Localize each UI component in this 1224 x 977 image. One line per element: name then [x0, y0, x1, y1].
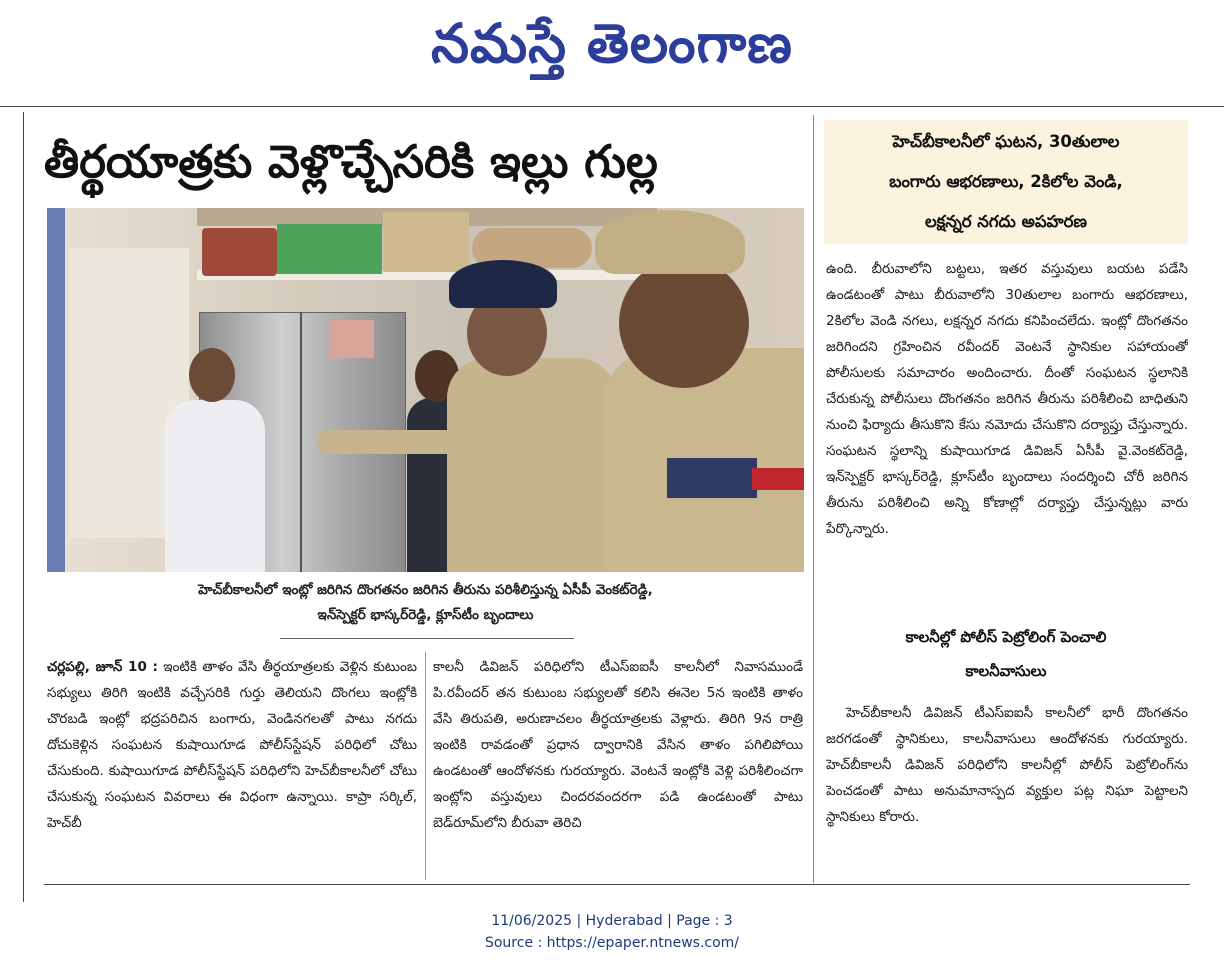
highlight-line-1: హెచ్‌బీకాలనీలో ఘటన, 30తులాల [892, 132, 1120, 151]
body-column-3 [826, 256, 1188, 616]
masthead-title: నమస్తే తెలంగాణ [431, 12, 793, 75]
caption-line-2: ఇన్‌స్పెక్టర్ భాస్కర్‌రెడ్డి, క్లూస్‌టీం బృందాలు [317, 607, 534, 623]
column-divider [813, 115, 814, 883]
caption-line-1: హెచ్‌బీకాలనీలో ఇంట్లో జరిగిన దొంగతనం జరిగిన తీరును పరిశీలిస్తున్న ఏసీపీ వెంకట్‌రెడ్డి, [198, 582, 653, 598]
masthead [0, 0, 1224, 88]
news-photo [47, 208, 804, 572]
body-column-4 [826, 700, 1188, 870]
photo-caption [47, 578, 804, 628]
body-text-3: ఉంది. బీరువాలోని బట్టలు, ఇతర వస్తువులు బయట పడేసి ఉండటంతో పాటు బీరువాలోని 30తులాల బంగారు ఆభరణాలు, 2కిలోల వెండి నగలు, లక్షన్నర నగదు కనిపించలేదు. ఇంట్లో దొంగతనం జరిగిందని గ్రహించిన రవీందర్ వెంటనే స్థానికుల సహాయంతో పోలీసులకు సమాచారం అందించారు. దీంతో సంఘటన స్థలానికి చేరుకున్న పోలీసులు దొంగతనం జరిగిన తీరును పరిశీలించి బాధితుని నుంచి ఫిర్యాదు తీసుకొని కేసు నమోదు చేసుకొని దర్యాప్తు చేస్తున్నారు. సంఘటన స్థలాన్ని కుషాయిగూడ డివిజన్ ఏసీపీ వై.వెంకట్‌రెడ్డి, ఇన్‌స్పెక్టర్ భాస్కర్‌రెడ్డి, క్లూస్‌టీం బృందాలు సందర్శించి చోరీ జరిగిన తీరును పరిశీలించి అన్ని కోణాల్లో దర్యాప్తు చేస్తున్నట్లు వారు పేర్కొన్నారు. [826, 261, 1188, 537]
body-text-4: హెచ్‌బీకాలనీ డివిజన్ టీఎస్‌ఐఐసీ కాలనీలో భారీ దొంగతనం జరగడంతో స్థానికులు, కాలనీవాసులు ఆందోళనకు గురయ్యారు. హెచ్‌బీకాలనీ డివిజన్ పరిధిలోని కాలనీల్లో పోలీస్ పెట్రోలింగ్‌ను పెంచడంతో పాటు అనుమానాస్పద వ్యక్తుల పట్ల నిఘా పెట్టాలని స్థానికులు కోరారు. [826, 705, 1188, 825]
body-column-2 [433, 654, 803, 878]
left-margin-rule [23, 112, 24, 902]
highlight-line-2: బంగారు ఆభరణాలు, 2కిలోల వెండి, [889, 172, 1123, 191]
article-headline: తీర్థయాత్రకు వెళ్లొచ్చేసరికి ఇల్లు గుల్ల [44, 135, 658, 188]
body-column-1 [47, 654, 417, 878]
footer-source-link[interactable]: Source : https://epaper.ntnews.com/ [484, 935, 740, 951]
subheading-line-2: కాలనీవాసులు [965, 662, 1047, 680]
highlight-box [824, 120, 1188, 244]
col-divider-lower [425, 652, 426, 880]
bottom-rule [44, 884, 1190, 885]
footer-date-line: 11/06/2025 | Hyderabad | Page : 3 [491, 913, 733, 929]
subheading-line-1: కాలనీల్లో పోలీస్ పెట్రోలింగ్ పెంచాలి [905, 628, 1107, 646]
body-text-2: కాలనీ డివిజన్ పరిధిలోని టీఎస్‌ఐఐసీ కాలనీలో నివాసముండే పి.రవీందర్ తన కుటుంబ సభ్యులతో కలిసి ఈనెల 5న ఇంటికి తాళం వేసి తిరుపతి, అరుణాచలం తీర్థయాత్రలకు వెళ్లారు. తిరిగి 9న రాత్రి ఇంటికి రావడంతో ప్రధాన ద్వారానికి వేసిన తాళం పగిలిపోయి ఉండటంతో ఆందోళనకు గురయ్యారు. వెంటనే ఇంట్లోకి వెళ్లి పరిశీలించగా ఇంట్లోని వస్తువులు చిందరవందరగా పడి ఉండటంతో పాటు బెడ్‌రూమ్‌లోని బీరువా తెరిచి [433, 659, 803, 831]
body-text-1: ఇంటికి తాళం వేసి తీర్థయాత్రలకు వెళ్లిన కుటుంబ సభ్యులు తిరిగి ఇంటికి వచ్చేసరికి గుర్తు తెలియని దొంగలు ఇంట్లోకి చొరబడి ఇంట్లో భద్రపరిచిన బంగారు, వెండినగలతో పాటు నగదు దోచుకెళ్లిన సంఘటన కుషాయిగూడ పోలీస్‌స్టేషన్ పరిధిలో చోటు చేసుకుంది. కుషాయిగూడ పోలీస్‌స్టేషన్ పరిధిలోని హెచ్‌బీకాలనీలో చోటు చేసుకున్న సంఘటన వివరాలు ఈ విధంగా ఉన్నాయి. కాప్రా సర్కిల్, హెచ్‌బీ [47, 659, 417, 831]
highlight-line-3: లక్షన్నర నగదు అపహరణ [924, 212, 1088, 231]
subheading [824, 620, 1188, 688]
page-footer [0, 910, 1224, 954]
masthead-rule [0, 106, 1224, 107]
dateline: చర్లపల్లి, జూన్ 10 : [47, 659, 158, 675]
caption-rule [280, 638, 574, 639]
